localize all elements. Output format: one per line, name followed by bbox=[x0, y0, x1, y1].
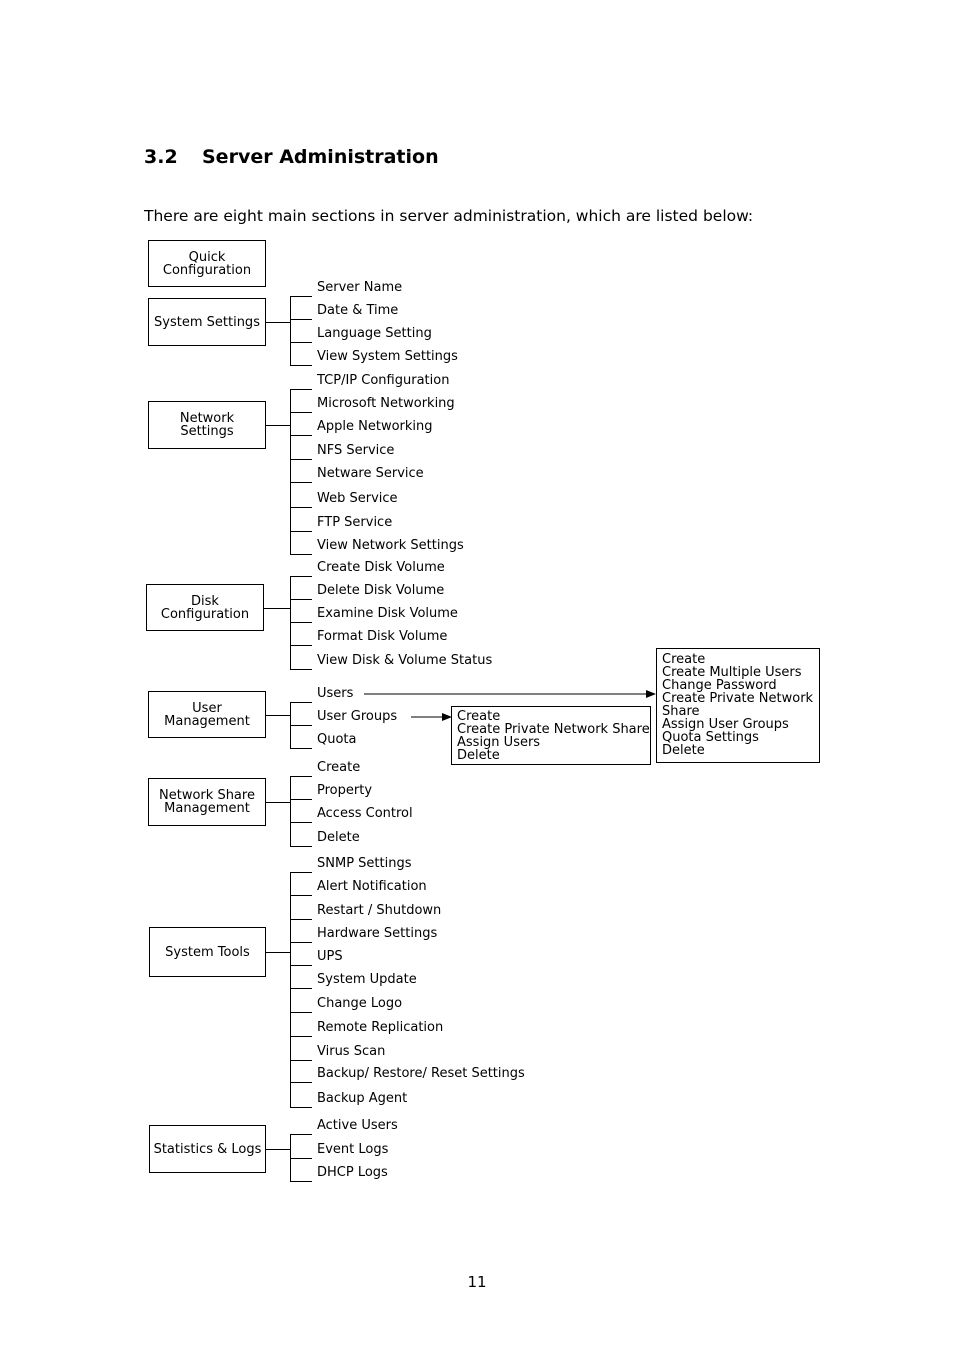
user-groups-arrow-head bbox=[442, 713, 452, 721]
menu-item-language-setting: Language Setting bbox=[317, 326, 432, 341]
menu-item-web-service: Web Service bbox=[317, 491, 398, 506]
menu-item-examine-disk-volume: Examine Disk Volume bbox=[317, 606, 458, 621]
menu-item-date-time: Date & Time bbox=[317, 303, 399, 318]
section-title: Quick Configuration bbox=[162, 249, 252, 278]
section-title: Network Share Management bbox=[159, 788, 255, 816]
menu-item-netware-service: Netware Service bbox=[317, 466, 424, 481]
menu-item-system-update: System Update bbox=[317, 972, 417, 987]
menu-item-delete-disk-volume: Delete Disk Volume bbox=[317, 583, 445, 598]
menu-item-view-system-settings: View System Settings bbox=[317, 349, 458, 364]
menu-item-virus-scan: Virus Scan bbox=[317, 1044, 386, 1059]
menu-item-nfs-service: NFS Service bbox=[317, 443, 395, 458]
menu-item-view-network-settings: View Network Settings bbox=[317, 538, 464, 553]
section-title: System Tools bbox=[165, 944, 250, 960]
users-option: Create Private Network bbox=[662, 691, 814, 706]
section-title: Statistics & Logs bbox=[153, 1141, 262, 1157]
menu-item-view-disk-volume-status: View Disk & Volume Status bbox=[317, 653, 493, 668]
menu-item-ftp-service: FTP Service bbox=[317, 515, 393, 530]
users-arrow-head bbox=[646, 690, 656, 698]
users-option: Create Multiple Users bbox=[662, 665, 802, 680]
user-groups-option: Assign Users bbox=[457, 735, 541, 750]
user-groups-option: Create bbox=[457, 709, 501, 724]
menu-item-ups: UPS bbox=[317, 949, 343, 964]
heading-number: 3.2 bbox=[144, 146, 178, 168]
menu-item-dhcp-logs: DHCP Logs bbox=[317, 1165, 388, 1180]
menu-item-apple-networking: Apple Networking bbox=[317, 419, 433, 434]
section-title: User Management bbox=[164, 700, 250, 729]
menu-item-delete: Delete bbox=[317, 830, 360, 845]
menu-item-alert-notification: Alert Notification bbox=[317, 879, 427, 894]
users-option: Change Password bbox=[662, 678, 777, 693]
users-option: Assign User Groups bbox=[662, 717, 789, 732]
menu-item-access-control: Access Control bbox=[317, 806, 413, 821]
section-title: System Settings bbox=[154, 314, 260, 330]
user-groups-option: Create Private Network Share bbox=[457, 722, 650, 737]
menu-item-quota: Quota bbox=[317, 732, 357, 747]
user-groups-option: Delete bbox=[457, 748, 500, 763]
menu-item-backup-restore-reset-settings: Backup/ Restore/ Reset Settings bbox=[317, 1066, 525, 1081]
menu-item-restart-shutdown: Restart / Shutdown bbox=[317, 903, 442, 918]
section-title: Network Settings bbox=[179, 411, 235, 439]
menu-item-create-disk-volume: Create Disk Volume bbox=[317, 560, 445, 575]
users-option: Delete bbox=[662, 743, 705, 758]
menu-item-create: Create bbox=[317, 760, 361, 775]
menu-item-users: Users bbox=[317, 686, 354, 701]
menu-item-snmp-settings: SNMP Settings bbox=[317, 856, 412, 871]
users-option: Quota Settings bbox=[662, 730, 759, 745]
menu-item-server-name: Server Name bbox=[317, 280, 403, 295]
menu-item-change-logo: Change Logo bbox=[317, 996, 403, 1011]
users-option: Share bbox=[662, 704, 700, 719]
menu-item-property: Property bbox=[317, 783, 373, 798]
menu-item-backup-agent: Backup Agent bbox=[317, 1091, 408, 1106]
heading-title: Server Administration bbox=[202, 146, 439, 168]
page-number: 11 bbox=[467, 1273, 487, 1291]
users-option: Create bbox=[662, 652, 706, 667]
section-title: Disk Configuration bbox=[160, 593, 250, 622]
menu-item-active-users: Active Users bbox=[317, 1118, 398, 1133]
intro-paragraph: There are eight main sections in server administration, which are listed below: bbox=[144, 207, 754, 225]
menu-item-tcp-ip-configuration: TCP/IP Configuration bbox=[317, 373, 450, 388]
menu-item-remote-replication: Remote Replication bbox=[317, 1020, 444, 1035]
menu-item-user-groups: User Groups bbox=[317, 709, 398, 724]
menu-item-microsoft-networking: Microsoft Networking bbox=[317, 396, 455, 411]
menu-item-event-logs: Event Logs bbox=[317, 1142, 389, 1157]
menu-item-hardware-settings: Hardware Settings bbox=[317, 926, 438, 941]
menu-item-format-disk-volume: Format Disk Volume bbox=[317, 629, 448, 644]
